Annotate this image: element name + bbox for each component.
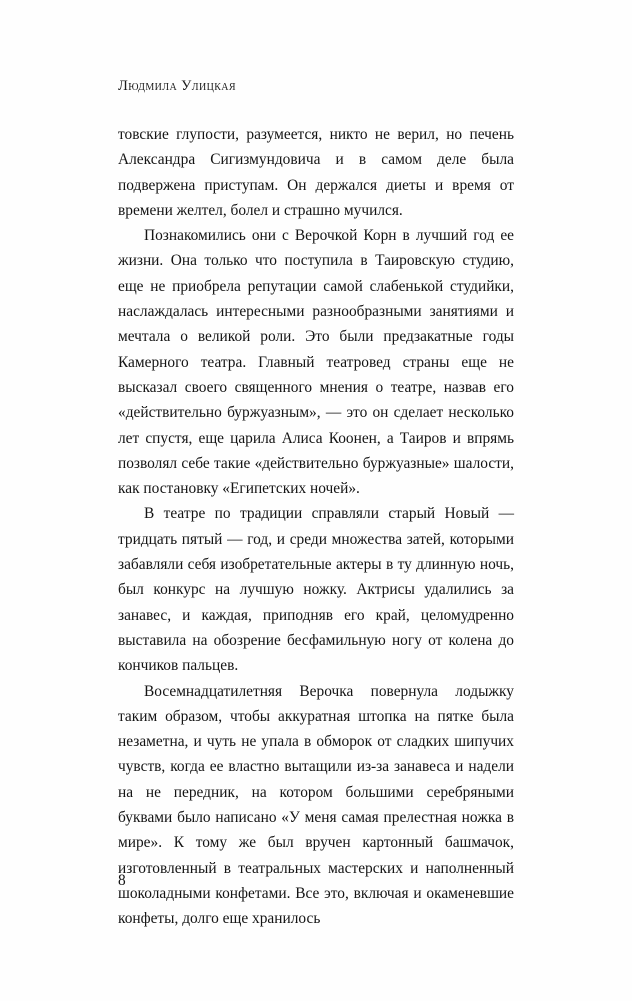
page-number: 8 — [118, 872, 126, 889]
running-head-author: Людмила Улицкая — [118, 78, 236, 94]
paragraph: Восемнадцатилетняя Верочка повернула лодыжку таким образом, чтобы аккуратная штопка на пятке была незаметна, и чуть не упала в обморок от сладких шипучих чувств, когда ее властно вытащили из-за занавеса и надели на не передник, на котором большими серебряными буквами было написано «У меня самая прелестная ножка в мире». К тому же был вручен картонный башмачок, изготовленный в театральных мастерских и наполненный шоколадными конфетами. Все это, включая и окаменевшие конфеты, долго еще хранилось — [118, 682, 514, 928]
paragraph: В театре по традиции справляли старый Новый — тридцать пятый — год, и среди множества затей, которыми забавляли себя изобретательные актеры в ту длинную ночь, был конкурс на лучшую ножку. Актрисы удалились за занавес, и каждая, приподняв его край, целомудренно выставила на обозрение бесфамильную ногу от колена до кончиков пальцев. — [118, 505, 514, 675]
paragraph: Познакомились они с Верочкой Корн в лучший год ее жизни. Она только что поступила в Таировскую студию, еще не приобрела репутации самой слабенькой студийки, наслаждалась интересными разнообразными занятиями и мечтала о великой роли. Это были предзакатные годы Камерного театра. Главный театровед страны еще не высказал своего священного мнения о театре, назвав его «действительно буржуазным», — это он сделает несколько лет спустя, еще царила Алиса Коонен, а Таиров и впрямь позволял себе такие «действительно буржуазные» шалости, как постановку «Египетских ночей». — [118, 227, 514, 498]
paragraph: товские глупости, разумеется, никто не верил, но печень Александра Сигизмундовича и в самом деле была подвержена приступам. Он держался диеты и время от времени желтел, болел и страшно мучился. — [118, 126, 514, 219]
body-text-block — [118, 122, 514, 932]
